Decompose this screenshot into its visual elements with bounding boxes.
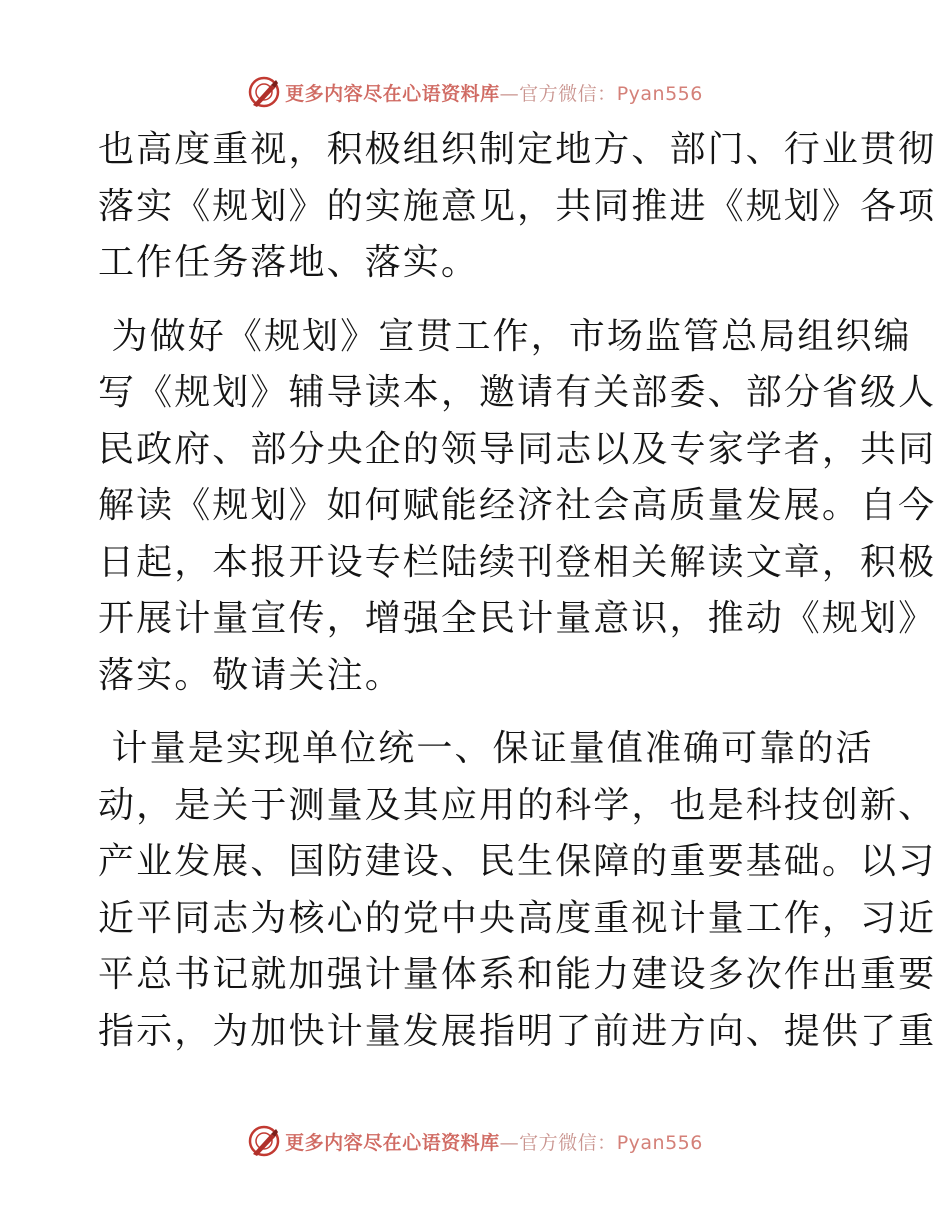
paragraph xyxy=(98,309,937,705)
pen-logo-icon xyxy=(247,75,281,109)
paragraph-gap xyxy=(98,292,858,309)
watermark-brand: 更多内容尽在心语资料库 xyxy=(285,1131,500,1154)
watermark-wechat-label: 官方微信： xyxy=(519,82,617,105)
text-line: 近平同志为核心的党中央高度重视计量工作，习近 xyxy=(98,897,937,939)
text-line: 民政府、部分央企的领导同志以及专家学者，共同 xyxy=(98,428,937,470)
text-line: 也高度重视，积极组织制定地方、部门、行业贯彻 xyxy=(98,129,937,170)
text-line: 指示，为加快计量发展指明了前进方向、提供了重 xyxy=(98,1010,937,1052)
paragraph xyxy=(98,721,937,1060)
text-line: 落实《规划》的实施意见，共同推进《规划》各项 xyxy=(98,185,937,227)
watermark-dash: — xyxy=(499,82,520,105)
text-line: 工作任务落地、落实。 xyxy=(98,242,480,283)
text-line: 产业发展、国防建设、民生保障的重要基础。以习 xyxy=(98,841,937,882)
watermark-dash: — xyxy=(499,1131,520,1154)
watermark-wechat-id: Pyan556 xyxy=(616,82,703,105)
text-line: 计量是实现单位统一、保证量值准确可靠的活 xyxy=(98,728,874,769)
paragraph xyxy=(98,122,937,292)
watermark-wechat-id: Pyan556 xyxy=(616,1131,703,1154)
text-line: 写《规划》辅导读本，邀请有关部委、部分省级人 xyxy=(98,372,937,413)
text-line: 开展计量宣传，增强全民计量意识，推动《规划》 xyxy=(98,598,937,639)
watermark-wechat-label: 官方微信： xyxy=(519,1131,617,1154)
watermark-text xyxy=(285,1128,703,1155)
pen-logo-icon xyxy=(247,1124,281,1158)
text-line: 平总书记就加强计量体系和能力建设多次作出重要 xyxy=(98,954,937,995)
text-line: 日起，本报开设专栏陆续刊登相关解读文章，积极 xyxy=(98,541,937,583)
page-footer-watermark xyxy=(0,1121,950,1161)
watermark-text xyxy=(285,79,703,106)
document-body xyxy=(98,122,937,1060)
page-header-watermark xyxy=(0,72,950,112)
text-line: 动，是关于测量及其应用的科学，也是科技创新、 xyxy=(98,784,937,826)
text-line: 为做好《规划》宣贯工作，市场监管总局组织编 xyxy=(98,315,912,357)
text-line: 落实。敬请关注。 xyxy=(98,654,403,696)
watermark-brand: 更多内容尽在心语资料库 xyxy=(285,82,500,105)
paragraph-gap xyxy=(98,704,858,721)
text-line: 解读《规划》如何赋能经济社会高质量发展。自今 xyxy=(98,485,937,526)
